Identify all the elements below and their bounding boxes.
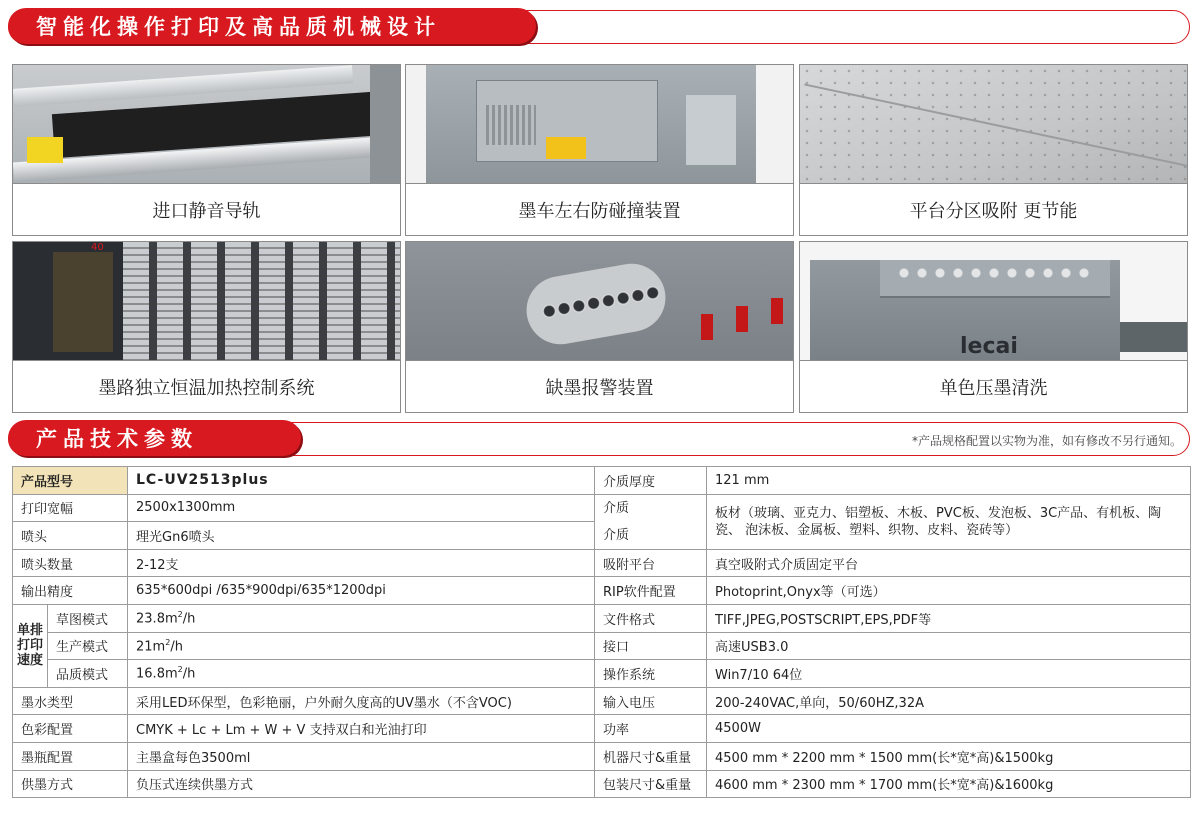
spec-value: 负压式连续供墨方式 — [128, 770, 595, 798]
feature-caption: 墨车左右防碰撞装置 — [406, 183, 793, 235]
table-row — [13, 467, 1191, 495]
spec-table — [12, 466, 1191, 798]
section-title: 智能化操作打印及高品质机械设计 — [8, 8, 536, 44]
speed-group-label: 单排打印速度 — [13, 604, 48, 687]
machine-logo: lecai — [960, 334, 1018, 359]
spec-value: 真空吸附式介质固定平台 — [707, 549, 1191, 577]
spec-label: 生产模式 — [48, 632, 128, 660]
spec-label: 产品型号 — [13, 467, 128, 495]
spec-value: 2500x1300mm — [128, 494, 595, 522]
table-row — [13, 577, 1191, 605]
unit-superscript: 2 — [165, 637, 171, 647]
unit-tail: /h — [182, 666, 196, 682]
carriage-photo — [406, 65, 793, 183]
spec-value — [128, 604, 595, 632]
table-row — [13, 549, 1191, 577]
spec-value: Photoprint,Onyx等（可选） — [707, 577, 1191, 605]
unit-superscript: 2 — [177, 610, 183, 620]
section-header-design — [8, 8, 1190, 44]
spec-value: 4500 mm * 2200 mm * 1500 mm(长*宽*高)&1500kg — [707, 742, 1191, 770]
feature-card-rail — [12, 64, 401, 236]
feature-card-heating — [12, 241, 401, 413]
spec-value: 4600 mm * 2300 mm * 1700 mm(长*宽*高)&1600kg — [707, 770, 1191, 798]
table-row — [13, 742, 1191, 770]
spec-value: 121 mm — [707, 467, 1191, 495]
feature-card-anti-collision — [405, 64, 794, 236]
spec-label: 输出精度 — [13, 577, 128, 605]
section-header-specs — [8, 420, 1190, 456]
spec-label: 草图模式 — [48, 604, 128, 632]
spec-value: 板材（玻璃、亚克力、铝塑板、木板、PVC板、发泡板、3C产品、有机板、陶瓷、 泡沫板、金属板、塑料、织物、皮料、瓷砖等） — [707, 494, 1191, 549]
spec-label: RIP软件配置 — [595, 577, 707, 605]
feature-card-ink-alarm — [405, 241, 794, 413]
disclaimer-note: *产品规格配置以实物为准，如有修改不另行通知。 — [908, 432, 1182, 449]
unit-tail: /h — [170, 639, 183, 655]
table-row — [13, 687, 1191, 715]
spec-value: 理光Gn6喷头 — [128, 522, 595, 550]
spec-label: 文件格式 — [595, 604, 707, 632]
spec-value: 200-240VAC,单向，50/60HZ,32A — [707, 687, 1191, 715]
spec-label: 接口 — [595, 632, 707, 660]
spec-label: 打印宽幅 — [13, 494, 128, 522]
spec-value: 4500W — [707, 715, 1191, 743]
spec-value: CMYK + Lc + Lm + W + V 支持双白和光油打印 — [128, 715, 595, 743]
spec-label: 墨瓶配置 — [13, 742, 128, 770]
unit-tail: /h — [182, 611, 196, 627]
feature-caption: 平台分区吸附 更节能 — [800, 183, 1187, 235]
spec-label: 介质厚度 — [595, 467, 707, 495]
spec-label: 供墨方式 — [13, 770, 128, 798]
feature-caption: 单色压墨清洗 — [800, 360, 1187, 412]
spec-label: 功率 — [595, 715, 707, 743]
spec-label: 输入电压 — [595, 687, 707, 715]
speed-number: 16.8m — [136, 666, 178, 682]
spec-label: 机器尺寸&重量 — [595, 742, 707, 770]
spec-label: 介质 — [603, 527, 630, 543]
spec-label: 品质模式 — [48, 660, 128, 688]
feature-caption: 缺墨报警装置 — [406, 360, 793, 412]
feature-caption: 进口静音导轨 — [13, 183, 400, 235]
spec-value — [128, 632, 595, 660]
spec-value: LC-UV2513plus — [128, 467, 595, 495]
spec-label: 墨水类型 — [13, 687, 128, 715]
feature-caption: 墨路独立恒温加热控制系统 — [13, 360, 400, 412]
spec-value: TIFF,JPEG,POSTSCRIPT,EPS,PDF等 — [707, 604, 1191, 632]
spec-value: 635*600dpi /635*900dpi/635*1200dpi — [128, 577, 595, 605]
spec-label: 操作系统 — [595, 660, 707, 688]
platform-photo — [800, 65, 1187, 183]
spec-label: 包装尺寸&重量 — [595, 770, 707, 798]
table-row — [13, 660, 1191, 688]
table-row — [13, 604, 1191, 632]
spec-label: 色彩配置 — [13, 715, 128, 743]
speed-number: 21m — [136, 639, 166, 655]
rail-photo — [13, 65, 400, 183]
temperature-readout: 40 — [91, 242, 104, 253]
spec-label-stack — [595, 494, 707, 549]
spec-label: 喷头 — [13, 522, 128, 550]
spec-value: Win7/10 64位 — [707, 660, 1191, 688]
section-title: 产品技术参数 — [8, 420, 301, 456]
spec-value: 主墨盒每色3500ml — [128, 742, 595, 770]
table-row — [13, 632, 1191, 660]
spec-value: 2-12支 — [128, 549, 595, 577]
ink-alarm-photo — [406, 242, 793, 360]
spec-value — [128, 660, 595, 688]
table-row — [13, 715, 1191, 743]
spec-value: 采用LED环保型，色彩艳丽，户外耐久度高的UV墨水（不含VOC) — [128, 687, 595, 715]
spec-label: 吸附平台 — [595, 549, 707, 577]
spec-label: 喷头数量 — [13, 549, 128, 577]
speed-number: 23.8m — [136, 611, 178, 627]
cleaning-photo — [800, 242, 1187, 360]
feature-card-ink-cleaning — [799, 241, 1188, 413]
unit-superscript: 2 — [177, 665, 183, 675]
table-row — [13, 494, 1191, 522]
feature-card-vacuum-platform — [799, 64, 1188, 236]
spec-label: 介质 — [603, 500, 630, 516]
table-row — [13, 770, 1191, 798]
spec-value: 高速USB3.0 — [707, 632, 1191, 660]
heating-photo — [13, 242, 400, 360]
